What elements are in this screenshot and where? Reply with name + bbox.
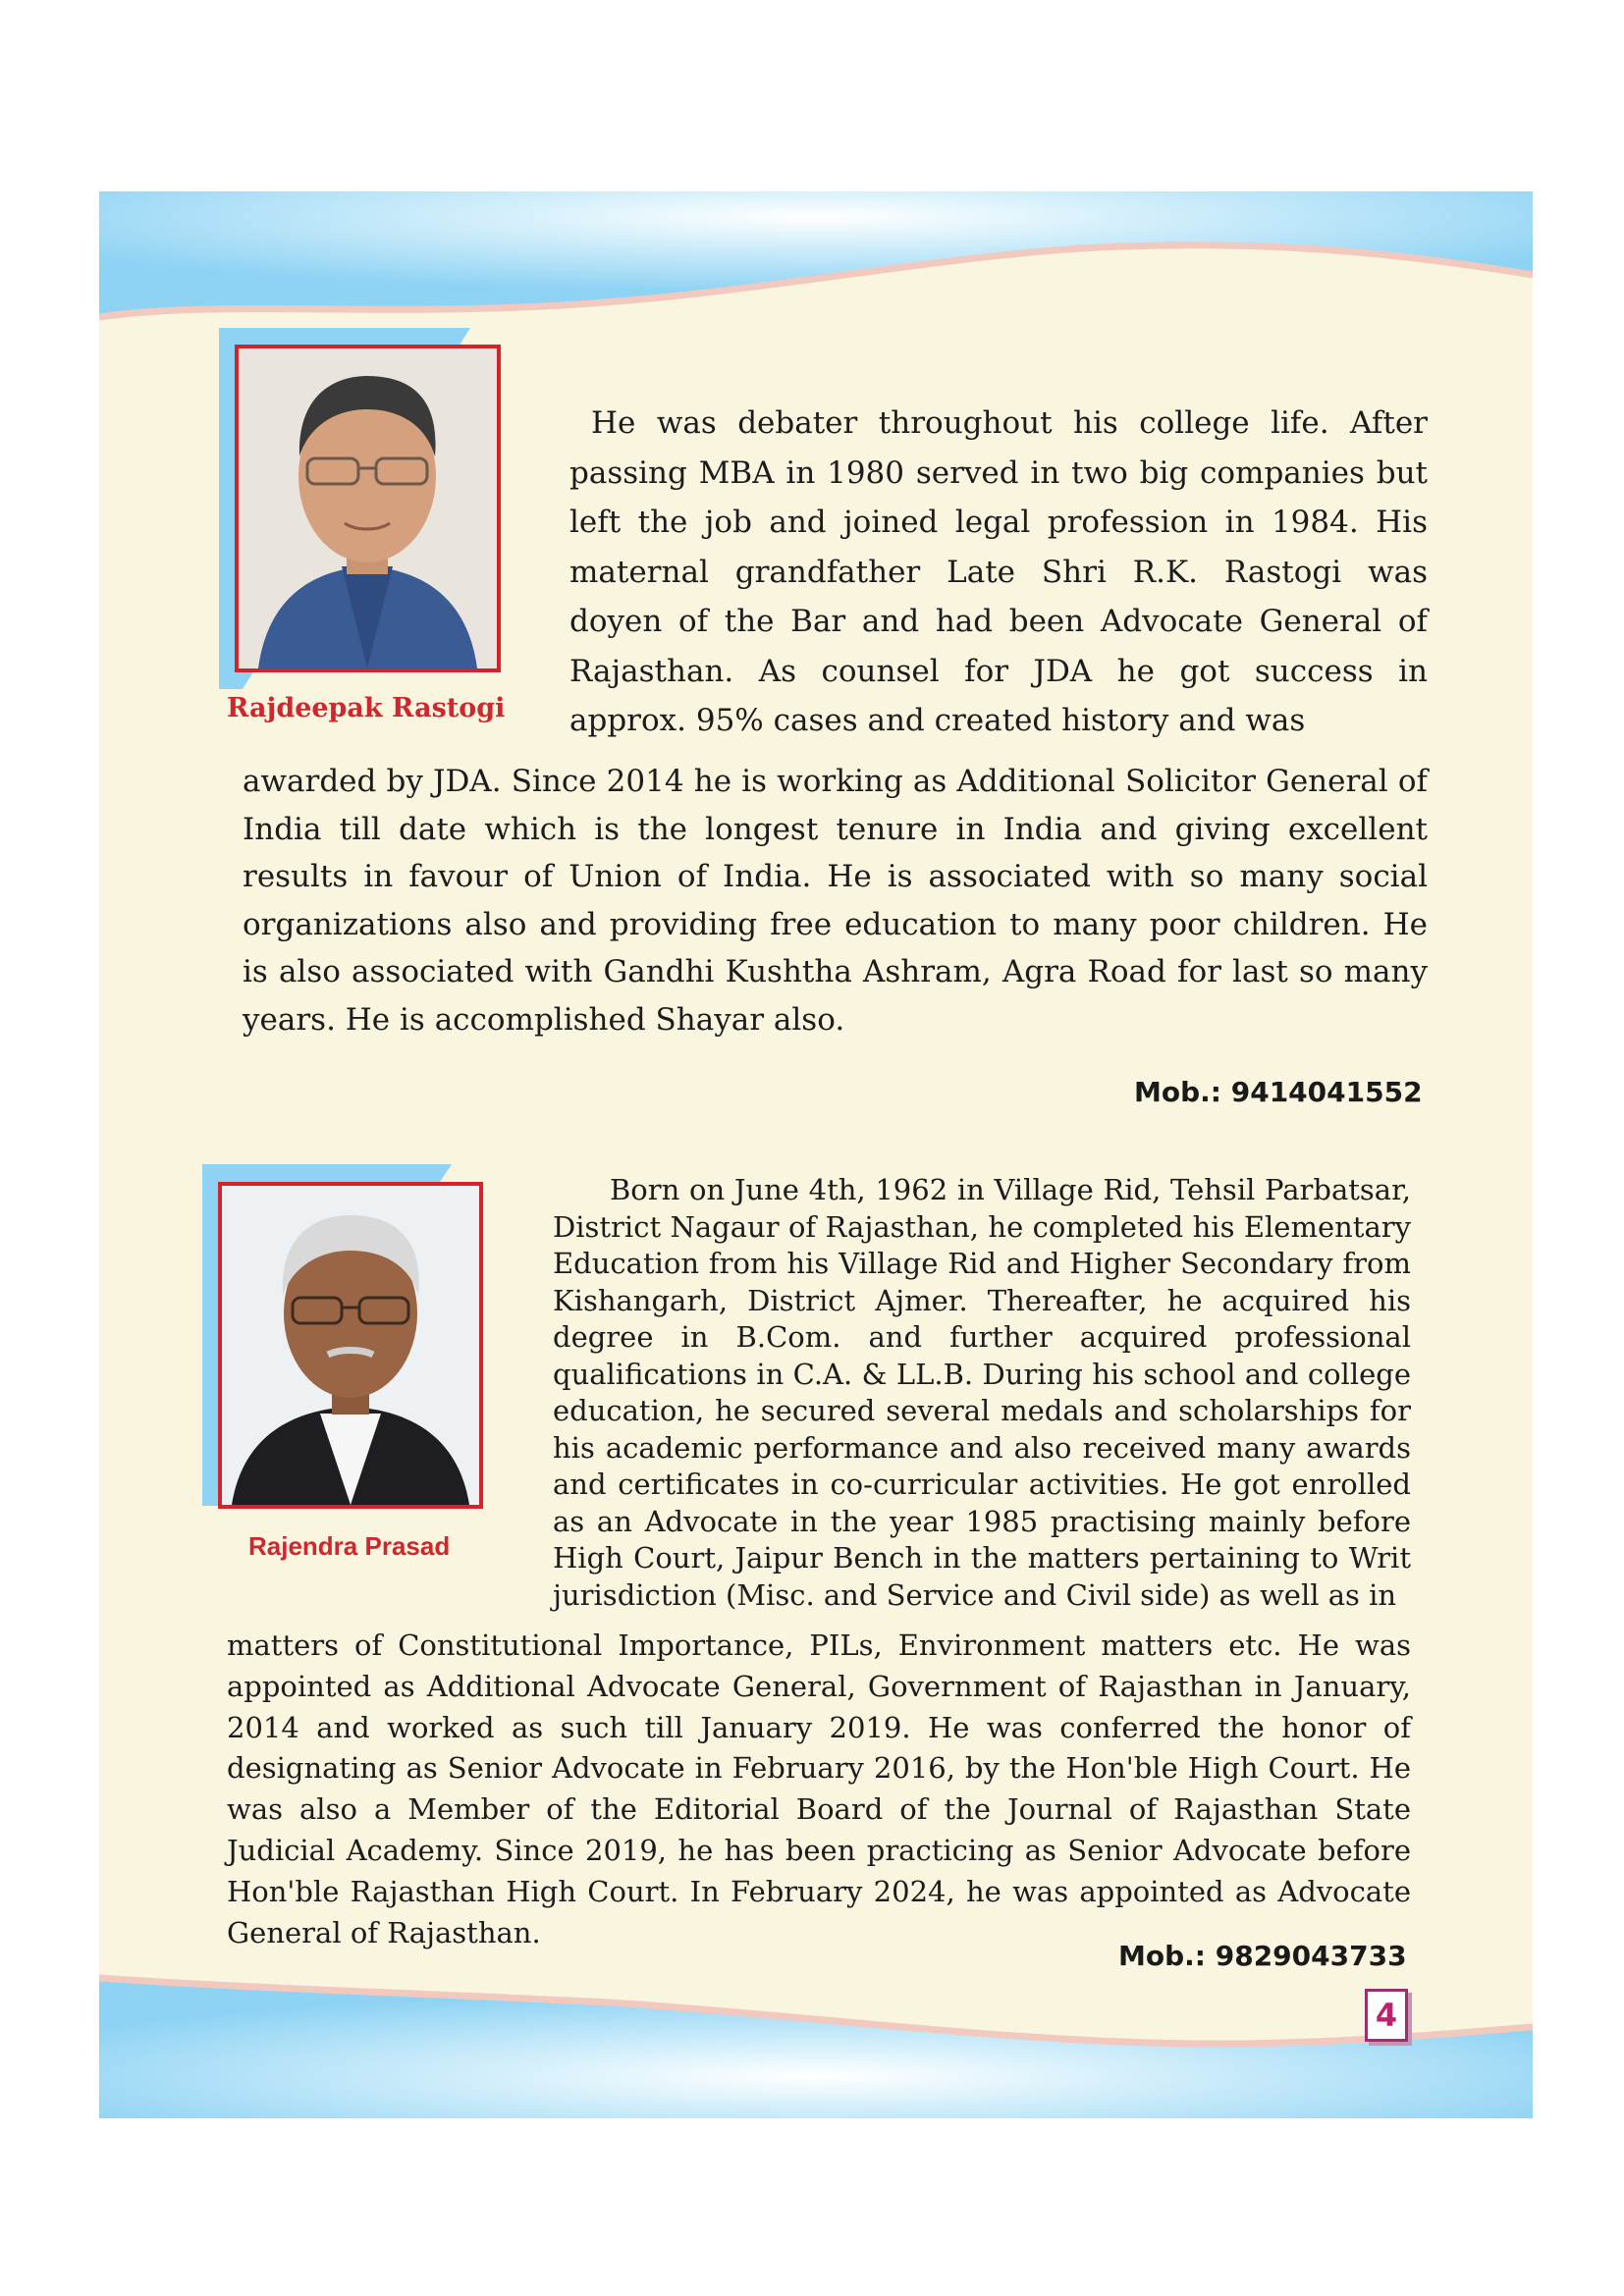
profile-bio-top: Born on June 4th, 1962 in Village Rid, Tehsil Parbatsar, District Nagaur of Rajasthan, he completed his Elementary Education from his Village Rid and Higher Secondary from Kishangarh, District Ajmer. Thereafter, he acquired his degree in B.Com. and further acquired professional qualifications in C.A. & LL.B. During his school and college education, he secured several medals and scholarships for his academic performance and also received many awards and certificates in co-curricular activities. He got enrolled as an Advocate in the year 1985 practising mainly before High Court, Jaipur Bench in the matters pertaining to Writ jurisdiction (Misc. and Service and Civil side) as well as in [553,1173,1411,1612]
profile-bio-top: He was debater throughout his college life. After passing MBA in 1980 served in two big companies but left the job and joined legal profession in 1984. His maternal grandfather Late Shri R.K. Rastogi was doyen of the Bar and had been Advocate General of Rajasthan. As counsel for JDA he got success in approx. 95% cases and created history and was [569,405,1428,738]
profile-bio-bottom: awarded by JDA. Since 2014 he is working as Additional Solicitor General of India till date which is the longest tenure in India and giving excellent results in favour of Union of India. He is associated with so many social organizations also and providing free education to many poor children. He is also associated with Gandhi Kushtha Ashram, Agra Road for last so many years. He is accomplished Shayar also. [243,764,1428,1038]
profile-name: Rajdeepak Rastogi [227,693,506,723]
page-number: 4 [1365,1989,1408,2042]
portrait-rajendra-prasad [218,1182,483,1509]
portrait-rajdeepak-rastogi [235,345,501,672]
mobile-number: Mob.: 9829043733 [1118,1940,1407,1972]
profile-bio-bottom: matters of Constitutional Importance, PILs, Environment matters etc. He was appointed as Additional Advocate General, Government of Rajasthan in January, 2014 and worked as such till January 2019. He was conferred the honor of designating as Senior Advocate in February 2016, by the Hon'ble High Court. He was also a Member of the Editorial Board of the Journal of Rajasthan State Judicial Academy. Since 2019, he has been practicing as Senior Advocate before Hon'ble Rajasthan High Court. In February 2024, he was appointed as Advocate General of Rajasthan. [227,1629,1411,1949]
mobile-number: Mob.: 9414041552 [1134,1076,1423,1108]
profile-name: Rajendra Prasad [248,1531,451,1561]
